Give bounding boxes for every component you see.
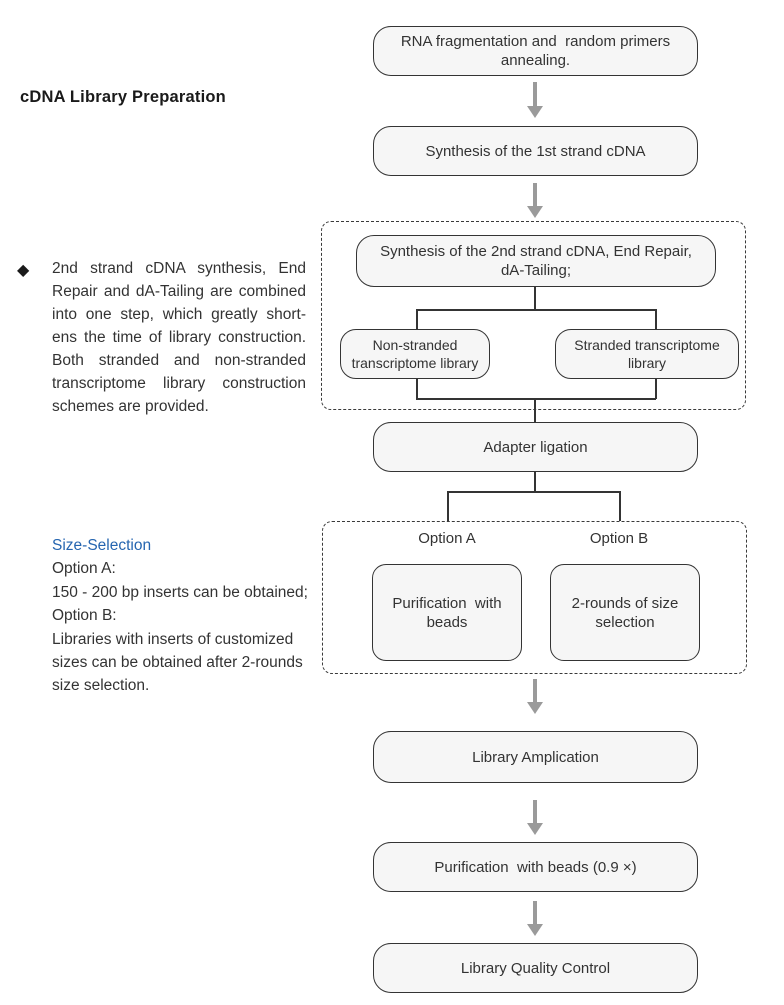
flow-node-second-strand-synthesis <box>356 235 716 287</box>
arrow-down-icon <box>527 106 543 118</box>
arrow-down-icon <box>533 82 537 108</box>
connector-line <box>534 287 536 309</box>
connector-line <box>534 398 536 422</box>
note-line: Both stranded and non-stranded <box>52 352 306 369</box>
note-line: schemes are provided. <box>52 398 209 415</box>
flow-node-non-stranded-library <box>340 329 490 379</box>
connector-line <box>416 379 418 399</box>
connector-line <box>416 398 656 400</box>
flow-node-library-amplification <box>373 731 698 783</box>
flow-node-purification-with-beads <box>372 564 522 661</box>
size-selection-heading: Size-Selection <box>52 537 152 554</box>
size-selection-line: Libraries with inserts of customized <box>52 630 294 648</box>
diamond-bullet-icon: ◆ <box>17 262 30 279</box>
note-line: 2nd strand cDNA synthesis, End <box>52 260 306 277</box>
size-selection-line: Option A: <box>52 560 116 578</box>
connector-line <box>655 379 657 399</box>
node-label: Library Amplication <box>472 748 599 766</box>
note-paragraph <box>52 257 306 418</box>
node-label: Purification with beads <box>392 594 502 631</box>
flow-node-library-quality-control <box>373 943 698 993</box>
note-line: transcriptome library construction <box>52 375 306 392</box>
arrow-down-icon <box>533 901 537 926</box>
flow-node-purification-09x <box>373 842 698 892</box>
node-label: Synthesis of the 1st strand cDNA <box>425 142 646 160</box>
flow-node-first-strand-synthesis <box>373 126 698 176</box>
note-line: ens the time of library construction. <box>52 329 306 346</box>
node-label: RNA fragmentation and random primers annealing. <box>400 33 671 69</box>
node-label: Library Quality Control <box>460 959 611 977</box>
page-title: cDNA Library Preparation <box>20 88 226 106</box>
node-label: Non-stranded transcriptome library <box>351 337 479 371</box>
note-line: into one step, which greatly short- <box>52 306 306 323</box>
size-selection-line: Option B: <box>52 607 117 625</box>
node-label: Stranded transcriptome library <box>574 337 720 371</box>
arrow-down-icon <box>533 800 537 825</box>
note-line: Repair and dA-Tailing are combined <box>52 283 306 300</box>
flow-node-stranded-library <box>555 329 739 379</box>
node-label: Synthesis of the 2nd strand cDNA, End Repair, dA-Tailing; <box>380 243 692 279</box>
arrow-down-icon <box>527 823 543 835</box>
node-label: 2-rounds of size selection <box>571 594 679 631</box>
flow-node-rna-fragmentation <box>373 26 698 76</box>
option-b-label: Option B <box>589 530 649 547</box>
flow-node-two-rounds-size-selection <box>550 564 700 661</box>
size-selection-line: 150 - 200 bp inserts can be obtained; <box>52 583 308 601</box>
arrow-down-icon <box>527 206 543 218</box>
connector-line <box>416 309 418 329</box>
size-selection-line: size selection. <box>52 677 150 695</box>
arrow-down-icon <box>533 183 537 208</box>
node-label: Purification with beads (0.9 ×) <box>434 858 637 876</box>
arrow-down-icon <box>527 702 543 714</box>
size-selection-line: sizes can be obtained after 2-rounds <box>52 654 303 672</box>
connector-line <box>655 309 657 329</box>
connector-line <box>416 309 656 311</box>
connector-line <box>619 491 621 521</box>
connector-line <box>447 491 621 493</box>
connector-line <box>447 491 449 521</box>
arrow-down-icon <box>533 679 537 704</box>
size-selection-block <box>52 534 322 698</box>
arrow-down-icon <box>527 924 543 936</box>
node-label: Adapter ligation <box>483 438 588 456</box>
connector-line <box>534 472 536 492</box>
option-a-label: Option A <box>418 530 476 547</box>
flow-node-adapter-ligation <box>373 422 698 472</box>
